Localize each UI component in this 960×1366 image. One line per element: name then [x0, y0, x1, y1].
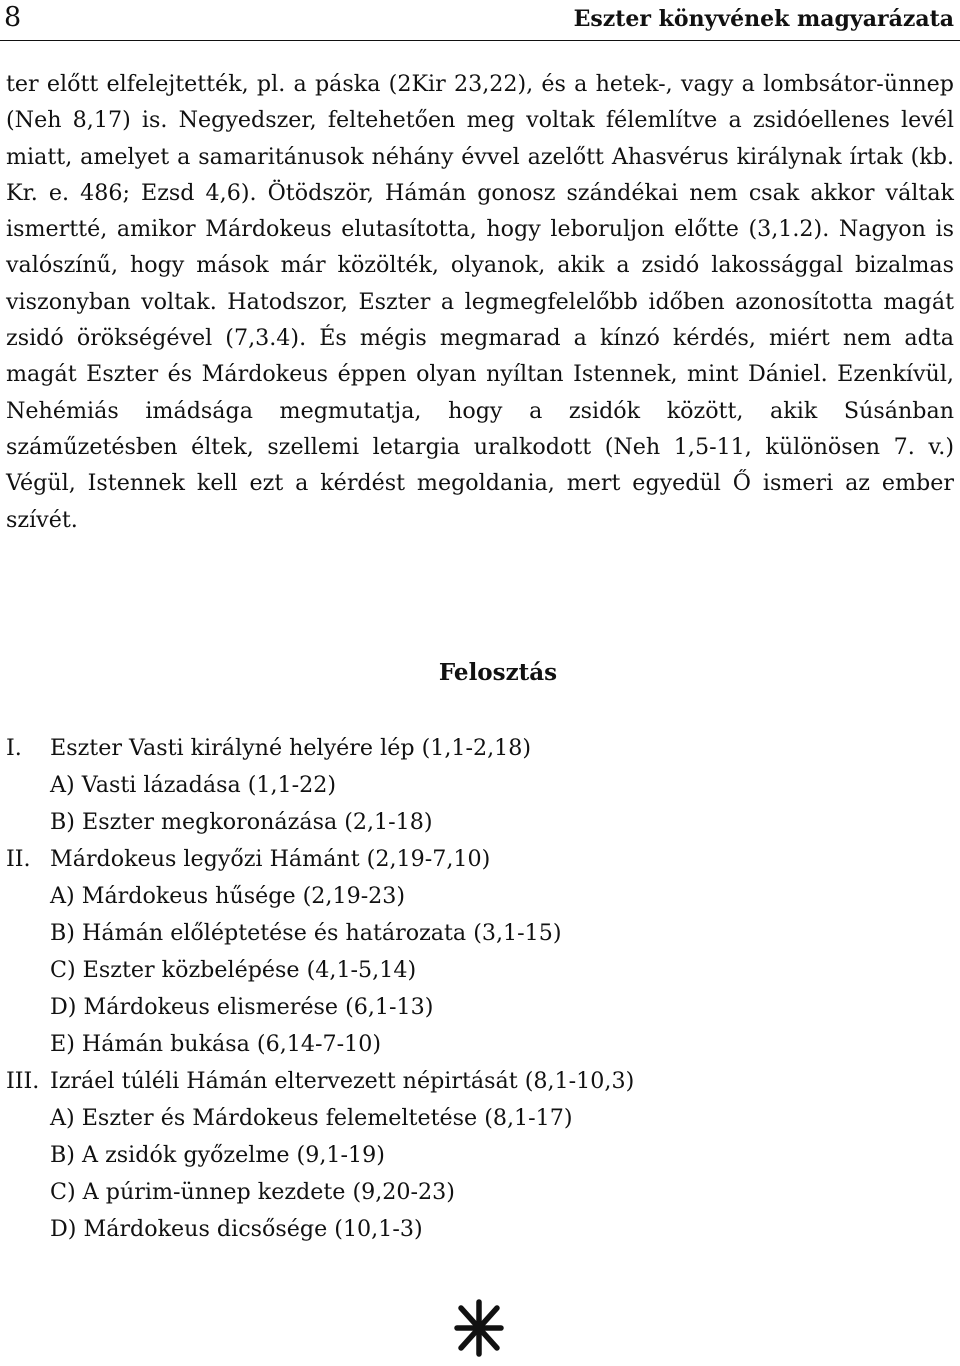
asterisk-divider-icon: [453, 1298, 505, 1358]
outline-part: [6, 1063, 946, 1248]
outline-item: A) Vasti lázadása (1,1-22): [50, 772, 337, 798]
outline-item: D) Márdokeus elismerése (6,1-13): [50, 994, 434, 1020]
outline-item: D) Márdokeus dicsősége (10,1-3): [50, 1216, 423, 1242]
body-paragraph: ter előtt elfelejtették, pl. a páska (2Kir 23,22), és a hetek-, vagy a lombsátor-ünnep (Neh 8,17) is. Negyedszer, feltehetően meg voltak félemlítve a zsidóellenes levél miatt, amelyet a samaritánusok néhány évvel azelőtt Ahasvérus királynak írtak (kb. Kr. e. 486; Ezsd 4,6). Ötödször, Hámán gonosz szándékai nem csak akkor váltak ismertté, amikor Márdokeus elutasította, hogy leboruljon előtte (3,1.2). Nagyon is valószínű, hogy mások már közölték, olyanok, akik a zsidó lakossággal bizalmas viszonyban voltak. Hatodszor, Eszter a legmegfelelőbb időben azonosította magát zsidó örökségével (7,3.4). És mégis megmarad a kínzó kérdés, miért nem adta magát Eszter és Márdokeus éppen olyan nyíltan Istennek, mint Dániel. Ezenkívül, Nehémiás imádsága megmutatja, hogy a zsidók között, akik Súsánban száműzetésben éltek, szellemi letargia uralkodott (Neh 1,5-11, különösen 7. v.) Végül, Istennek kell ezt a kérdést megoldania, mert egyedül Ő ismeri az ember szívét.: [6, 71, 954, 533]
part-numeral: III.: [6, 1068, 40, 1094]
outline-item: C) A púrim-ünnep kezdete (9,20-23): [50, 1179, 455, 1205]
outline-part: [6, 841, 946, 1063]
outline-item: B) A zsidók győzelme (9,1-19): [50, 1142, 385, 1168]
outline-item: E) Hámán bukása (6,14-7-10): [50, 1031, 381, 1057]
part-numeral: I.: [6, 735, 22, 761]
outline-part: [6, 730, 946, 841]
part-title: Eszter Vasti királyné helyére lép (1,1-2,18): [50, 735, 532, 761]
section-heading: Felosztás: [438, 659, 558, 686]
outline-item: C) Eszter közbelépése (4,1-5,14): [50, 957, 417, 983]
page-number: 8: [4, 2, 22, 33]
outline-item: B) Eszter megkoronázása (2,1-18): [50, 809, 433, 835]
page-header: [0, 0, 960, 41]
outline-item: A) Eszter és Márdokeus felemeltetése (8,1-17): [50, 1105, 573, 1131]
part-numeral: II.: [6, 846, 31, 872]
outline-item: A) Márdokeus hűsége (2,19-23): [50, 883, 406, 909]
running-title: Eszter könyvének magyarázata: [573, 6, 954, 32]
outline-list: [6, 730, 946, 1248]
outline-item: B) Hámán előléptetése és határozata (3,1-15): [50, 920, 562, 946]
part-title: Izráel túléli Hámán eltervezett népirtását (8,1-10,3): [50, 1068, 635, 1094]
part-title: Márdokeus legyőzi Hámánt (2,19-7,10): [50, 846, 491, 872]
